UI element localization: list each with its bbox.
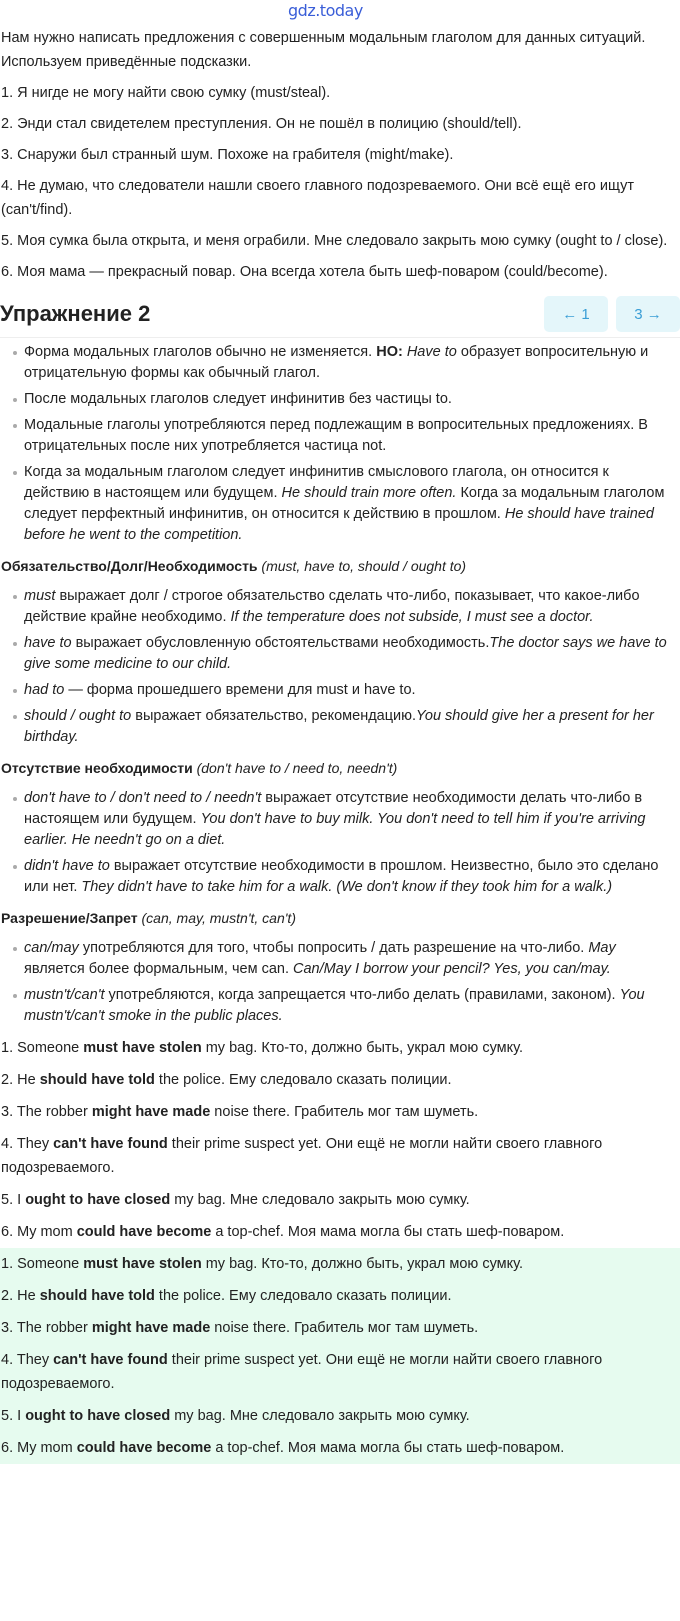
bold-text: ought to have closed	[25, 1192, 171, 1208]
text: their prime suspect yet. Они ещё не могли найти своего главного подозреваемого.	[1, 1352, 603, 1392]
text: 6. My mom	[1, 1224, 77, 1240]
task-item: 2. Энди стал свидетелем преступления. Он не пошёл в полицию (should/tell).	[1, 116, 522, 132]
rule-list	[0, 342, 680, 546]
example-text: You should give her a present for her birthday.	[24, 708, 654, 745]
text: Модальные глаголы употребляются перед подлежащим в вопросительных предложениях. В отрицательных после них употребляется частица not.	[24, 417, 648, 454]
example-text: don't have to / don't need to / needn't	[24, 790, 262, 806]
bold-text: could have become	[76, 1224, 212, 1240]
answers-highlighted	[0, 1248, 680, 1464]
text: выражает долг / строгое обязательство сделать что-либо, показывает, что какое-либо действие крайне необходимо.	[24, 588, 640, 625]
rule-item	[24, 788, 674, 851]
answer-line	[1, 1064, 676, 1096]
text: выражает обусловленную обстоятельствами необходимость.	[71, 635, 490, 651]
rule-item	[24, 462, 674, 546]
example-text: He should train more often.	[281, 485, 457, 501]
text: Отсутствие необходимости	[1, 760, 197, 776]
text: употребляются для того, чтобы попросить / дать разрешение на что-либо.	[78, 940, 589, 956]
bold-text: should have told	[39, 1072, 155, 1088]
text: a top-chef. Моя мама могла бы стать шеф-поваром.	[211, 1224, 565, 1240]
answer-line	[1, 1032, 676, 1064]
rule-list	[0, 788, 680, 898]
example-text: May	[588, 940, 616, 956]
text: 2. He	[1, 1288, 40, 1304]
example-text: should / ought to	[24, 708, 132, 724]
rule-item	[24, 586, 674, 628]
text: the police. Ему следовало сказать полиции.	[154, 1288, 452, 1304]
rule-item	[24, 389, 674, 410]
rule-item	[24, 415, 674, 457]
task-intro: Нам нужно написать предложения с совершенным модальным глаголом для данных ситуаций. Используем приведённые подсказки.	[1, 30, 646, 70]
rule-item	[24, 938, 674, 980]
example-text: (must, have to, should / ought to)	[261, 558, 467, 574]
example-text: He should have trained before he went to the competition.	[24, 506, 654, 543]
task-item: 6. Моя мама — прекрасный повар. Она всегда хотела быть шеф-поваром (could/become).	[1, 264, 608, 280]
example-text: You don't have to buy milk. You don't need to tell him if you're arriving earlier. He needn't go on a diet.	[24, 811, 646, 848]
text: — форма прошедшего времени для must и have to.	[64, 682, 416, 698]
bold-text: must have stolen	[83, 1256, 202, 1272]
answer-line	[1, 1344, 676, 1400]
text: является более формальным, чем can.	[24, 961, 294, 977]
answer-line	[1, 1312, 676, 1344]
rule-item	[24, 680, 674, 701]
section-heading	[1, 556, 680, 576]
text: Когда за модальным глаголом следует инфинитив смыслового глагола, он относится к действию в настоящем или будущем.	[24, 464, 609, 501]
answer-line	[1, 1432, 676, 1464]
bold-text: can't have found	[53, 1136, 168, 1152]
bold-text: can't have found	[53, 1352, 168, 1368]
example-text: (don't have to / need to, needn't)	[196, 760, 398, 776]
task-item: 5. Моя сумка была открыта, и меня ограбили. Мне следовало закрыть мою сумку (ought to / close).	[1, 233, 668, 249]
text: a top-chef. Моя мама могла бы стать шеф-поваром.	[211, 1440, 565, 1456]
example-text: didn't have to	[24, 858, 110, 874]
rule-item	[24, 633, 674, 675]
grammar-rules	[0, 337, 680, 1027]
text: 1. Someone	[1, 1256, 84, 1272]
text: my bag. Мне следовало закрыть мою сумку.	[170, 1192, 470, 1208]
rule-item	[24, 856, 674, 898]
text: Форма модальных глаголов обычно не изменяется.	[24, 344, 377, 360]
answer-line	[1, 1184, 676, 1216]
prev-exercise-button[interactable]: ← 1	[544, 296, 608, 332]
example-text: had to	[24, 682, 65, 698]
example-text: can/may	[24, 940, 79, 956]
text: выражает обязательство, рекомендацию.	[131, 708, 417, 724]
text: употребляются, когда запрещается что-либо делать (правилами, законом).	[104, 987, 620, 1003]
task-item: 1. Я нигде не могу найти свою сумку (must/steal).	[1, 85, 331, 101]
rule-item	[24, 706, 674, 748]
text: выражает отсутствие необходимости в прошлом. Неизвестно, было это сделано или нет.	[24, 858, 659, 895]
bold-text: should have told	[39, 1288, 155, 1304]
example-text: Can/May I borrow your pencil? Yes, you can/may.	[293, 961, 611, 977]
example-text: (can, may, mustn't, can't)	[141, 910, 296, 926]
answer-line	[1, 1248, 676, 1280]
text: 4. They	[1, 1136, 54, 1152]
exercise-heading: Упражнение 2	[0, 301, 151, 326]
text: my bag. Кто-то, должно быть, украл мою сумку.	[201, 1256, 523, 1272]
answers	[0, 1032, 680, 1248]
text: 1. Someone	[1, 1040, 84, 1056]
exercise-header	[0, 291, 680, 337]
bold-text: might have made	[91, 1104, 211, 1120]
rule-list	[0, 938, 680, 1027]
text: 2. He	[1, 1072, 40, 1088]
text: 3. The robber	[1, 1320, 92, 1336]
text: 4. They	[1, 1352, 54, 1368]
text: their prime suspect yet. Они ещё не могли найти своего главного подозреваемого.	[1, 1136, 603, 1176]
text: Когда за модальным глаголом следует перфектный инфинитив, он относится к действию в прошлом.	[24, 485, 665, 522]
text: образует вопросительную и отрицательную формы как обычный глагол.	[24, 344, 649, 381]
example-text: Have to	[406, 344, 457, 360]
answer-line	[1, 1096, 676, 1128]
text: Разрешение/Запрет	[1, 910, 142, 926]
task-item: 3. Снаружи был странный шум. Похоже на грабителя (might/make).	[1, 147, 454, 163]
text: выражает отсутствие необходимости делать что-либо в настоящем или будущем.	[24, 790, 643, 827]
answer-line	[1, 1280, 676, 1312]
next-exercise-button[interactable]: 3 →	[616, 296, 680, 332]
text: noise there. Грабитель мог там шуметь.	[210, 1320, 479, 1336]
text: После модальных глаголов следует инфинитив без частицы to.	[24, 391, 452, 407]
text: 5. I	[1, 1408, 26, 1424]
section-heading	[1, 908, 680, 928]
text: 5. I	[1, 1192, 26, 1208]
bold-text: could have become	[76, 1440, 212, 1456]
task-text	[0, 22, 680, 284]
example-text: If the temperature does not subside, I must see a doctor.	[230, 609, 594, 625]
example-text: have to	[24, 635, 72, 651]
example-text: You mustn't/can't smoke in the public places.	[24, 987, 645, 1024]
rule-list	[0, 586, 680, 748]
text: 6. My mom	[1, 1440, 77, 1456]
example-text: must	[24, 588, 56, 604]
example-text: The doctor says we have to give some medicine to our child.	[24, 635, 667, 672]
section-heading	[1, 758, 680, 778]
text: the police. Ему следовало сказать полиции.	[154, 1072, 452, 1088]
example-text: They didn't have to take him for a walk. (We don't know if they took him for a walk.)	[81, 879, 613, 895]
answer-line	[1, 1216, 676, 1248]
bold-text: НО:	[376, 344, 407, 360]
task-item: 4. Не думаю, что следователи нашли своего главного подозреваемого. Они всё ещё его ищут (can't/find).	[1, 178, 634, 218]
bold-text: might have made	[91, 1320, 211, 1336]
rule-item	[24, 342, 674, 384]
bold-text: ought to have closed	[25, 1408, 171, 1424]
text: Обязательство/Долг/Необходимость	[1, 558, 262, 574]
text: my bag. Кто-то, должно быть, украл мою сумку.	[201, 1040, 523, 1056]
answer-line	[1, 1400, 676, 1432]
example-text: mustn't/can't	[24, 987, 105, 1003]
rule-item	[24, 985, 674, 1027]
text: 3. The robber	[1, 1104, 92, 1120]
watermark: gdz.today	[288, 1, 363, 20]
text: noise there. Грабитель мог там шуметь.	[210, 1104, 479, 1120]
answer-line	[1, 1128, 676, 1184]
bold-text: must have stolen	[83, 1040, 202, 1056]
text: my bag. Мне следовало закрыть мою сумку.	[170, 1408, 470, 1424]
